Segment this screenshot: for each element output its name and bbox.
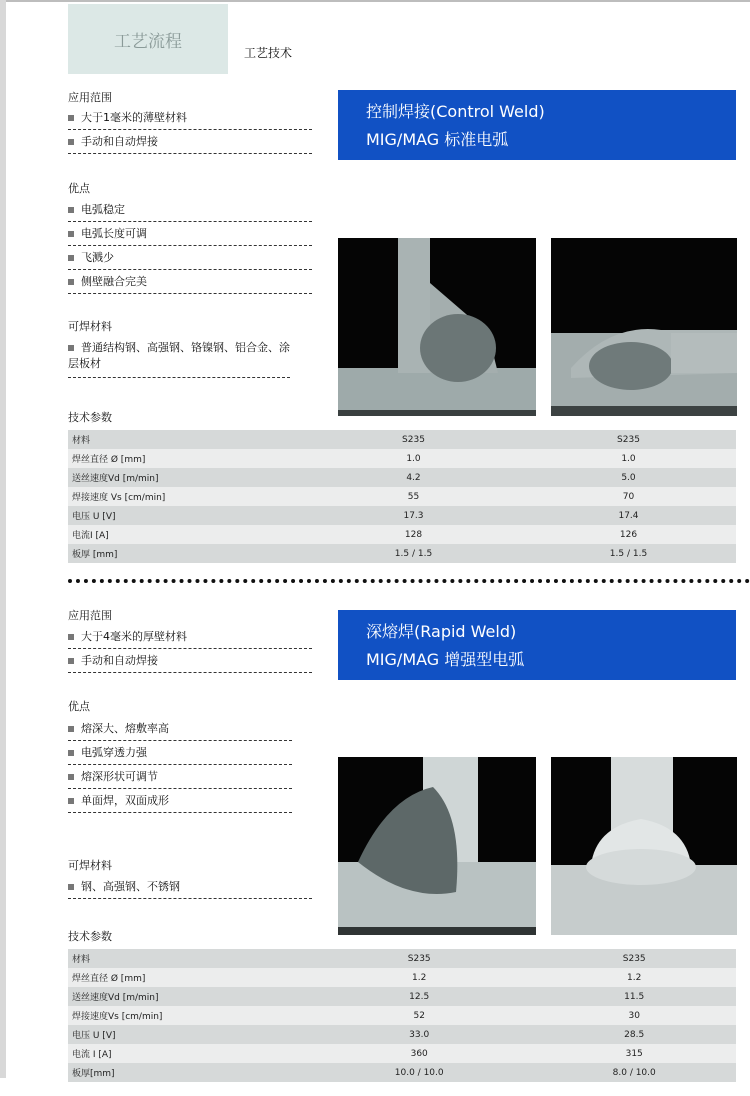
table-row: 材料 S235 S235 — [68, 430, 736, 449]
process-tab-label: 工艺流程 — [114, 31, 182, 52]
bullet-square-icon — [68, 207, 74, 213]
table-row: 焊接速度 Vs [cm/min] 55 70 — [68, 487, 736, 506]
advantage-item: 熔深形状可调节 — [68, 769, 292, 789]
process-tab — [68, 4, 228, 74]
advantage-item: 侧壁融合完美 — [68, 274, 312, 294]
process-title-box — [338, 90, 736, 160]
table-row: 电流I [A] 128 126 — [68, 525, 736, 544]
params-table — [68, 430, 736, 563]
advantage-item: 电弧稳定 — [68, 202, 312, 222]
bullet-square-icon — [68, 750, 74, 756]
process-title: 深熔焊(Rapid Weld) — [366, 622, 517, 641]
table-row: 电流 I [A] 360 315 — [68, 1044, 736, 1063]
advantages-label: 优点 — [68, 182, 90, 195]
page-subtitle: 工艺技术 — [244, 46, 293, 60]
weld-cross-section-photo — [338, 757, 536, 935]
left-border — [0, 0, 6, 1078]
table-row: 板厚[mm] 10.0 / 10.0 8.0 / 10.0 — [68, 1063, 736, 1082]
application-item: 手动和自动焊接 — [68, 134, 312, 154]
advantage-item: 单面焊，双面成形 — [68, 793, 292, 813]
materials-label: 可焊材料 — [68, 320, 112, 333]
process-subtitle: MIG/MAG 增强型电弧 — [366, 650, 525, 669]
params-label: 技术参数 — [68, 930, 112, 943]
bullet-square-icon — [68, 115, 74, 121]
table-row: 焊丝直径 Ø [mm] 1.2 1.2 — [68, 968, 736, 987]
materials-label: 可焊材料 — [68, 859, 112, 872]
advantage-item: 飞溅少 — [68, 250, 312, 270]
table-row: 送丝速度Vd [m/min] 4.2 5.0 — [68, 468, 736, 487]
bullet-square-icon — [68, 726, 74, 732]
material-item: 普通结构钢、高强钢、铬镍钢、铝合金、涂层板材 — [68, 340, 290, 378]
bullet-square-icon — [68, 634, 74, 640]
advantages-label: 优点 — [68, 700, 90, 713]
bullet-square-icon — [68, 658, 74, 664]
weld-cross-section-photo — [338, 238, 536, 416]
table-row: 焊接速度Vs [cm/min] 52 30 — [68, 1006, 736, 1025]
advantage-item: 电弧穿透力强 — [68, 745, 292, 765]
table-row: 送丝速度Vd [m/min] 12.5 11.5 — [68, 987, 736, 1006]
application-item: 手动和自动焊接 — [68, 653, 312, 673]
advantage-item: 熔深大、熔敷率高 — [68, 721, 292, 741]
weld-cross-section-photo — [551, 757, 737, 935]
params-table — [68, 949, 736, 1082]
bullet-square-icon — [68, 345, 74, 351]
application-item: 大于4毫米的厚壁材料 — [68, 629, 312, 649]
material-item: 钢、高强钢、不锈钢 — [68, 879, 312, 899]
bullet-square-icon — [68, 279, 74, 285]
section-divider — [68, 579, 750, 583]
process-title-box — [338, 610, 736, 680]
table-row: 电压 U [V] 33.0 28.5 — [68, 1025, 736, 1044]
advantage-item: 电弧长度可调 — [68, 226, 312, 246]
application-label: 应用范围 — [68, 609, 112, 622]
table-row: 电压 U [V] 17.3 17.4 — [68, 506, 736, 525]
process-subtitle: MIG/MAG 标准电弧 — [366, 130, 509, 149]
bullet-square-icon — [68, 774, 74, 780]
process-title: 控制焊接(Control Weld) — [366, 102, 545, 121]
bullet-square-icon — [68, 798, 74, 804]
table-row: 材料 S235 S235 — [68, 949, 736, 968]
application-item: 大于1毫米的薄壁材料 — [68, 110, 312, 130]
bullet-square-icon — [68, 884, 74, 890]
weld-cross-section-photo — [551, 238, 737, 416]
table-row: 焊丝直径 Ø [mm] 1.0 1.0 — [68, 449, 736, 468]
bullet-square-icon — [68, 231, 74, 237]
params-label: 技术参数 — [68, 411, 112, 424]
top-border — [0, 0, 750, 2]
bullet-square-icon — [68, 139, 74, 145]
bullet-square-icon — [68, 255, 74, 261]
application-label: 应用范围 — [68, 91, 112, 104]
table-row: 板厚 [mm] 1.5 / 1.5 1.5 / 1.5 — [68, 544, 736, 563]
